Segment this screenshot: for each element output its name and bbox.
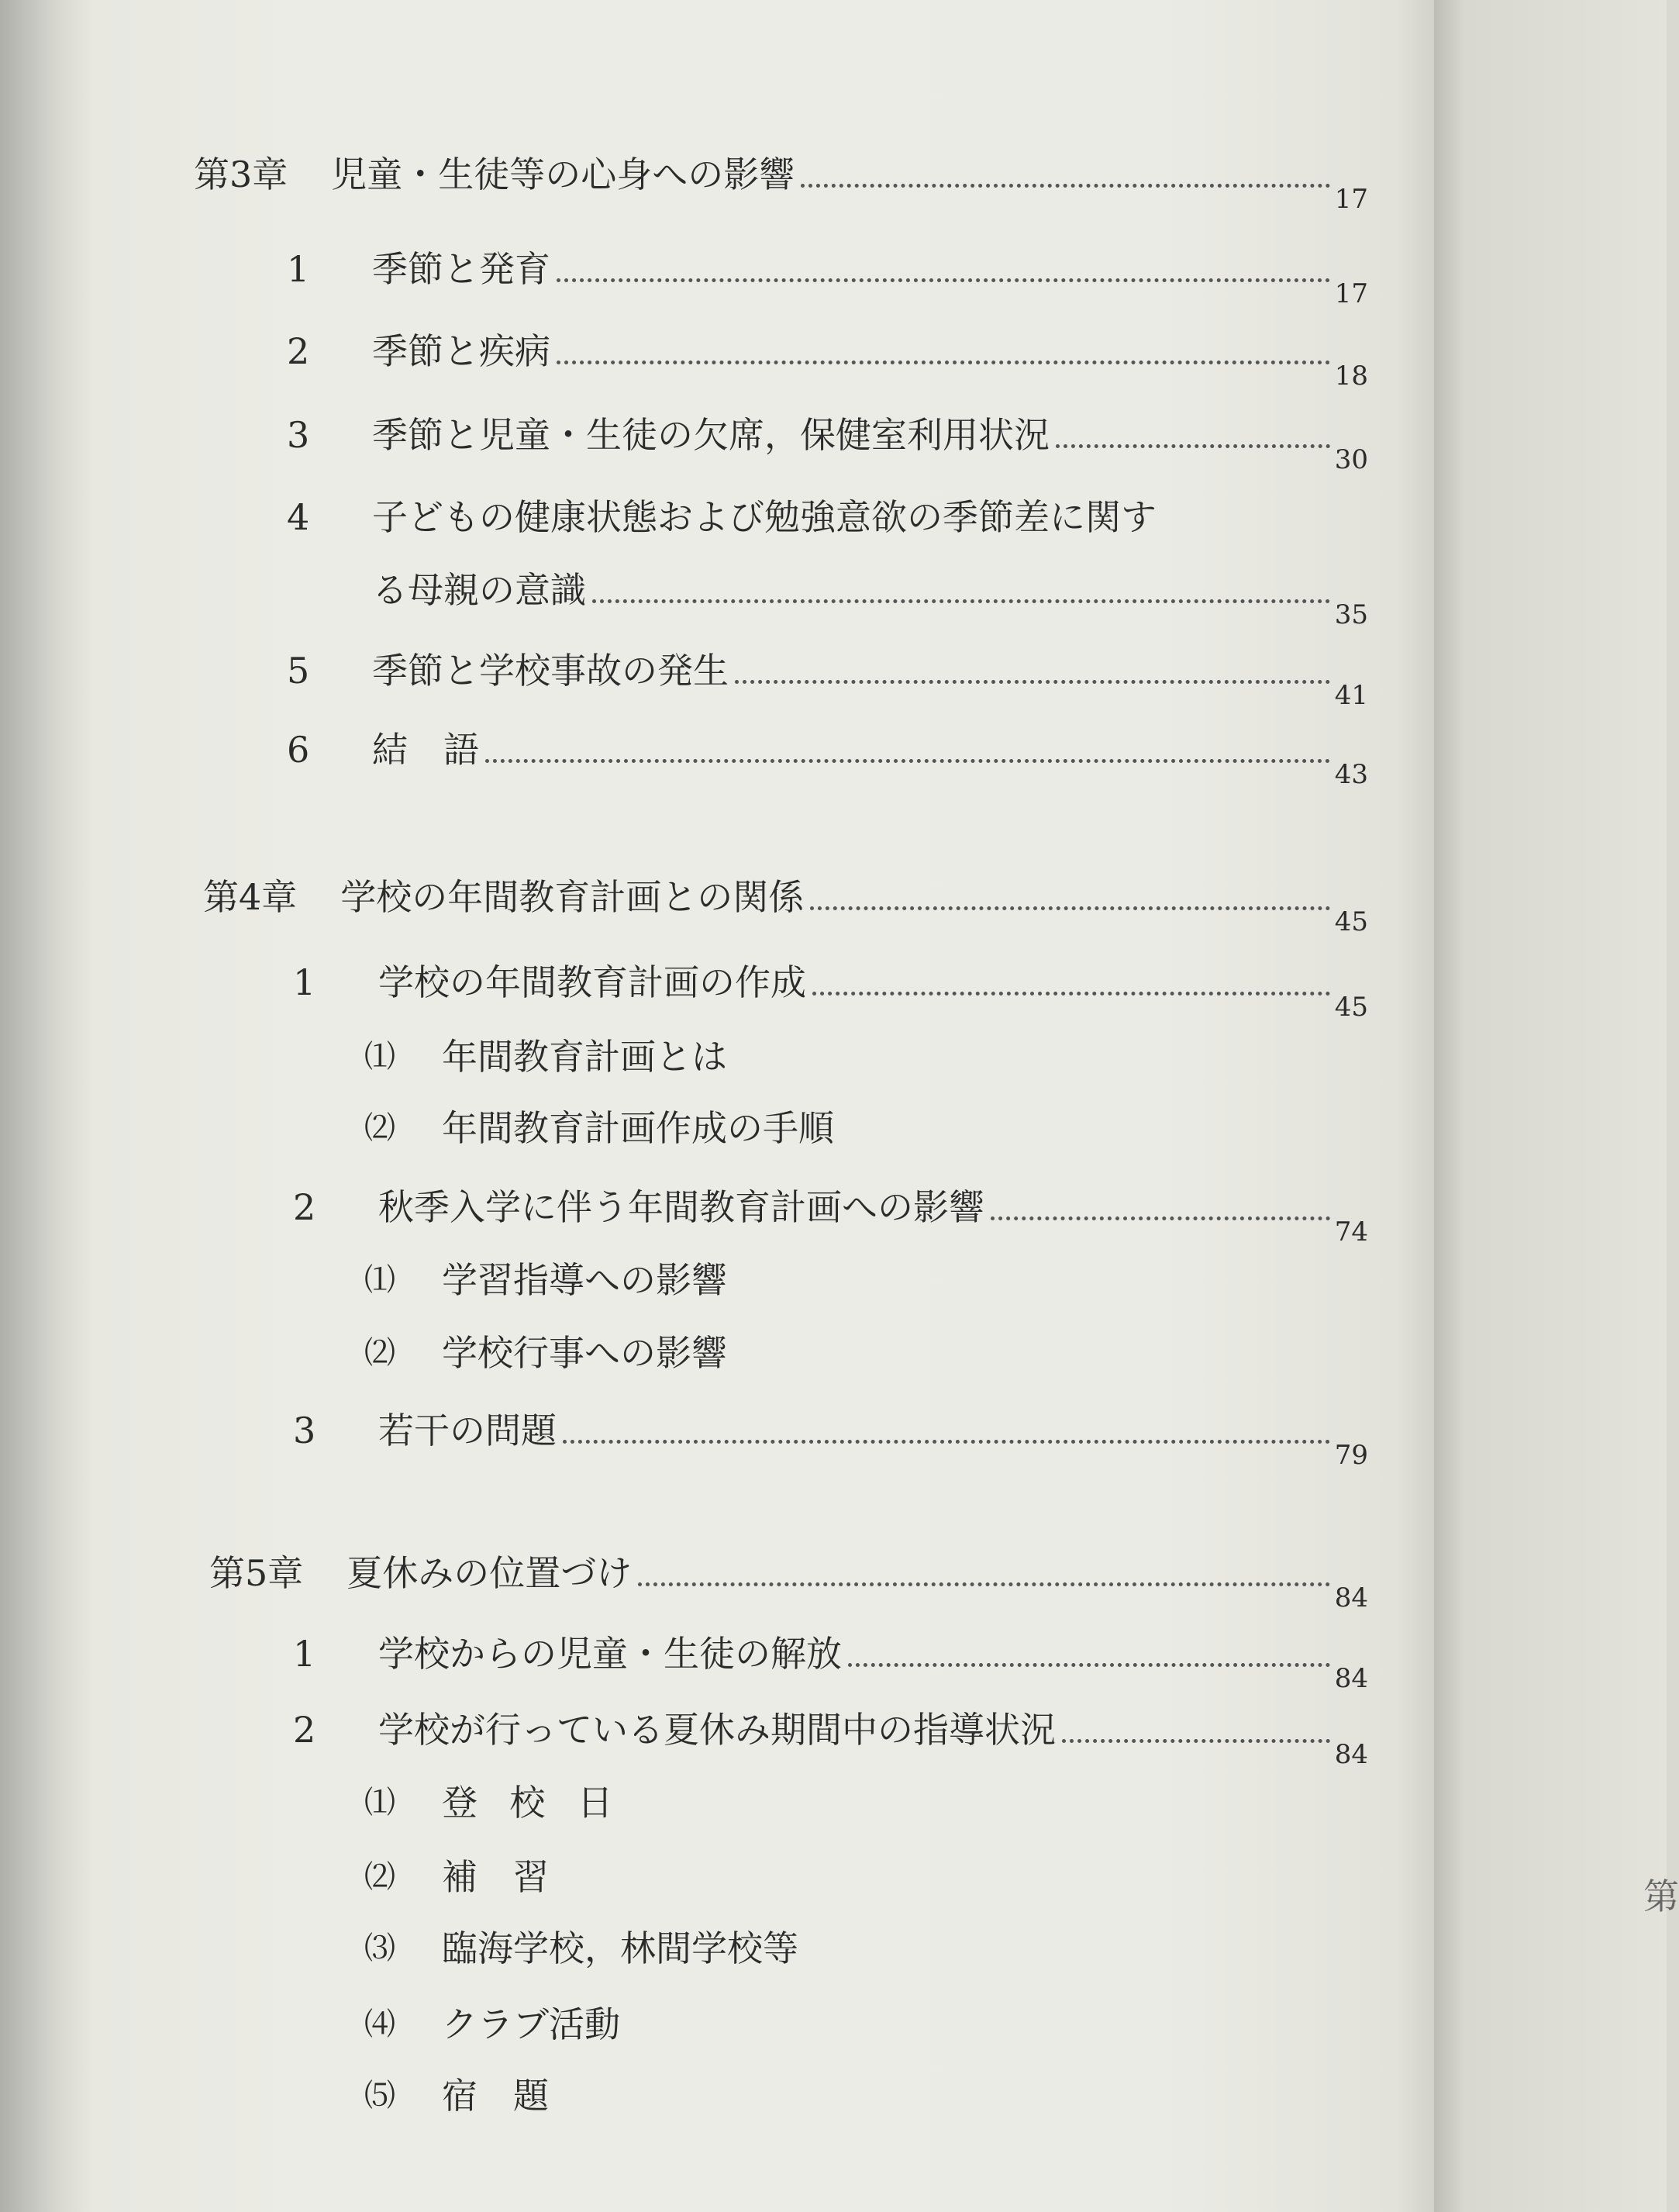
toc-chapter-5 [209, 1546, 1368, 1613]
leader-dots [810, 906, 1329, 910]
toc-title: 夏休みの位置づけ [346, 1552, 633, 1594]
leader-dots [557, 361, 1330, 364]
toc-title: 季節と児童・生徒の欠席，保健室利用状況 [372, 414, 1050, 456]
toc-title: 児童・生徒等の心身への影響 [331, 154, 795, 195]
toc-title: 宿 題 [442, 2075, 549, 2117]
toc-title: 季節と疾病 [372, 330, 550, 372]
toc-title: 秋季入学に伴う年間教育計画への影響 [378, 1186, 984, 1228]
toc-page: 45 [1334, 906, 1368, 937]
toc-page: 43 [1334, 759, 1368, 790]
leader-dots [638, 1582, 1329, 1586]
toc-section [293, 1703, 1368, 1770]
toc-page: 35 [1334, 599, 1368, 630]
toc-section [293, 955, 1368, 1023]
spine-shadow [0, 0, 93, 2212]
toc-title: 臨海学校，林間学校等 [442, 1927, 798, 1969]
toc-subsection [364, 1253, 1139, 1307]
toc-num: ⑴ [364, 1039, 395, 1075]
toc-num: 2 [293, 1186, 316, 1228]
toc-subsection [364, 1101, 1139, 1155]
toc-section [293, 1627, 1368, 1694]
toc-title: 学校の年間教育計画の作成 [378, 961, 806, 1003]
toc-num: 6 [287, 729, 310, 771]
leader-dots [485, 759, 1330, 763]
right-page-fragment: 第 [1643, 1876, 1679, 1917]
toc-title: 学校が行っている夏休み期間中の指導状況 [378, 1709, 1056, 1751]
toc-section [287, 408, 1368, 475]
toc-num: ⑸ [364, 2078, 395, 2114]
leader-dots [563, 1440, 1330, 1444]
toc-section [287, 490, 1368, 544]
toc-page: 17 [1334, 184, 1368, 215]
toc-num: ⑵ [364, 1859, 395, 1895]
leader-dots [557, 278, 1330, 282]
toc-title: 補 習 [442, 1856, 549, 1898]
toc-subsection [364, 1030, 1139, 1084]
toc-num: 2 [293, 1709, 316, 1751]
toc-title: 年間教育計画とは [442, 1036, 727, 1078]
toc-page: 30 [1334, 444, 1368, 475]
toc-title: 結 語 [372, 729, 479, 771]
leader-dots [801, 184, 1329, 188]
toc-page: 17 [1334, 278, 1368, 309]
toc-num: 1 [293, 1633, 316, 1675]
toc-page: 79 [1334, 1440, 1368, 1471]
toc-section [293, 1403, 1368, 1471]
toc-subsection [364, 1997, 1139, 2052]
toc-section-continued [372, 563, 1368, 630]
toc-title: 学校からの児童・生徒の解放 [378, 1633, 842, 1675]
toc-section [287, 644, 1368, 711]
toc-chapter-3 [194, 147, 1368, 215]
toc-section [287, 324, 1368, 392]
toc-num: 2 [287, 330, 310, 372]
leader-dots [812, 992, 1330, 996]
leader-dots [735, 680, 1330, 684]
toc-section [293, 1180, 1368, 1247]
toc-num: 3 [293, 1410, 316, 1451]
toc-num: ⑷ [364, 2007, 395, 2042]
toc-num: 5 [287, 650, 310, 692]
toc-num: ⑵ [364, 1335, 395, 1371]
toc-num: 第5章 [209, 1552, 304, 1594]
toc-subsection [364, 2069, 1139, 2123]
toc-num: ⑴ [364, 1785, 395, 1820]
leader-dots [848, 1663, 1330, 1667]
toc-page: 84 [1334, 1582, 1368, 1613]
toc-title: クラブ活動 [442, 2003, 620, 2045]
toc-num: ⑵ [364, 1110, 395, 1146]
toc-title: 若干の問題 [378, 1410, 557, 1451]
toc-chapter-4 [203, 870, 1368, 937]
toc-title: 学校の年間教育計画との関係 [340, 876, 805, 918]
right-page-edge [1434, 0, 1679, 2212]
leader-dots [592, 599, 1330, 603]
toc-title: 年間教育計画作成の手順 [442, 1107, 834, 1149]
toc-num: 1 [287, 248, 310, 290]
toc-page: 84 [1334, 1739, 1368, 1770]
toc-num: ⑶ [364, 1931, 395, 1966]
toc-title: 登校日 [442, 1782, 646, 1824]
toc-page: 41 [1334, 680, 1368, 711]
toc-title: る母親の意識 [372, 569, 586, 611]
toc-page: 45 [1334, 992, 1368, 1023]
toc-page: 84 [1334, 1663, 1368, 1694]
leader-dots [1062, 1739, 1330, 1743]
toc-num: 1 [293, 961, 316, 1003]
toc-num: 4 [287, 496, 310, 538]
toc-title: 学習指導への影響 [442, 1259, 727, 1301]
toc-title: 子どもの健康状態および勉強意欲の季節差に関す [372, 496, 1157, 538]
toc-title: 季節と発育 [372, 248, 550, 290]
toc-title: 季節と学校事故の発生 [372, 650, 729, 692]
toc-section [287, 723, 1368, 790]
toc-title: 学校行事への影響 [442, 1332, 727, 1374]
toc-num: 第3章 [194, 154, 288, 195]
toc-subsection [364, 1921, 1139, 1976]
toc-num: ⑴ [364, 1262, 395, 1298]
toc-num: 3 [287, 414, 310, 456]
toc-subsection [364, 1850, 1139, 1904]
toc-section [287, 242, 1368, 309]
toc-subsection [364, 1775, 1139, 1830]
leader-dots [991, 1216, 1330, 1220]
toc-subsection [364, 1326, 1139, 1380]
leader-dots [1056, 444, 1330, 448]
toc-page: 74 [1334, 1216, 1368, 1247]
toc-page: 18 [1334, 361, 1368, 392]
toc-num: 第4章 [203, 876, 298, 918]
